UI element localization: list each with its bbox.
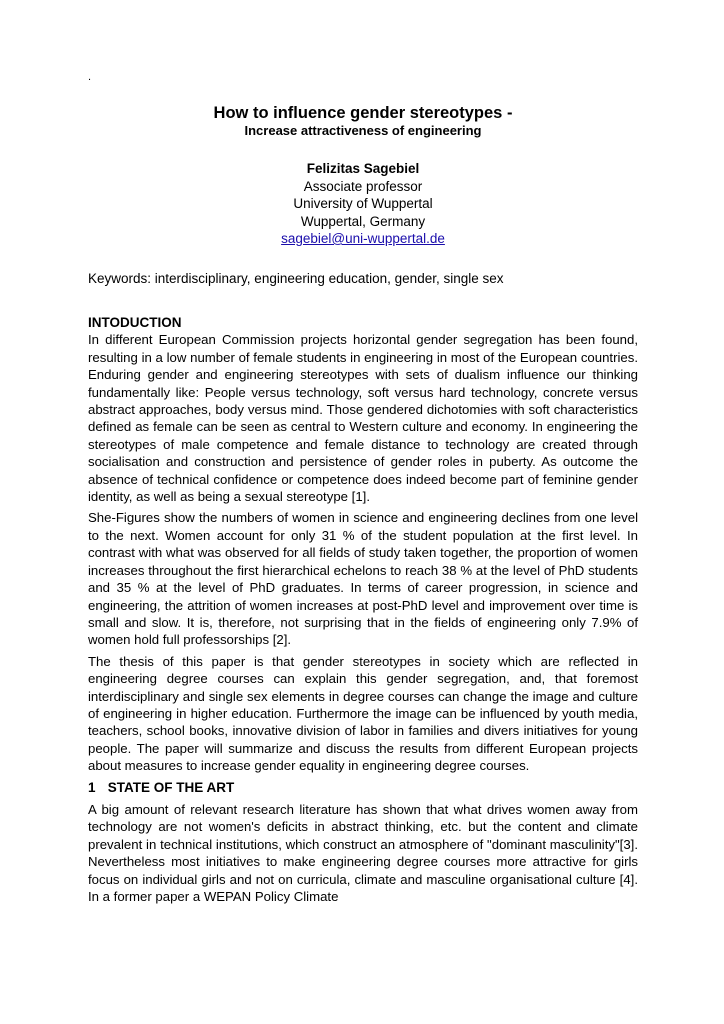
paper-header [88, 104, 638, 248]
author-position: Associate professor [303, 178, 423, 194]
intro-paragraph-2: She-Figures show the numbers of women in science and engineering declines from one level to the next. Women account for only 31 % of the student population at the first level. In contrast with what was observed for all fields of study taken together, the proportion of women increases throughout the first hierarchical echelons to reach 38 % at the level of PhD students and 35 % at the level of PhD graduates. In terms of career progression, in science and engineering, the attrition of women increases at post-PhD level and improvement over time is small and slow. It is, therefore, not surprising that in the fields of engineering only 7.9% of women hold full professorships [2]. [88, 510, 638, 648]
author-name: Felizitas Sagebiel [306, 161, 420, 176]
keywords-line: Keywords: interdisciplinary, engineering education, gender, single sex [88, 271, 504, 286]
author-location: Wuppertal, Germany [300, 213, 426, 229]
intro-paragraph-1: In different European Commission projects horizontal gender segregation has been found, resulting in a low number of female students in engineering in most of the European countries. Enduring gender and engineering stereotypes with sets of dualism influence our thinking fundamentally like: People versus technology, soft versus hard technology, concrete versus abstract approaches, body versus mind. Those gendered dichotomies with soft characteristics defined as female can be seen as central to Western culture and economy. In engineering the stereotypes of male competence and female distance to technology are created through socialisation and construction and persistence of gender roles in puberty. As outcome the absence of technical confidence or competence does indeed become part of feminine gender identity, as well as being a sexual stereotype [1]. [88, 332, 638, 505]
introduction-heading: INTODUCTION [88, 315, 182, 330]
paper-body [88, 314, 638, 909]
author-block [88, 160, 638, 248]
intro-paragraph-3: The thesis of this paper is that gender stereotypes in society which are reflected in engineering degree courses can explain this gender segregation, and, that foremost interdisciplinary and single sex elements in degree courses can change the image and culture of engineering in higher education. Furthermore the image can be influenced by youth media, teachers, school books, innovative division of labor in families and divers initiatives for young people. The paper will summarize and discuss the results from different European projects about measures to increase gender equality in engineering degree courses. [88, 653, 638, 774]
stray-mark: . [88, 71, 92, 83]
paper-subtitle: Increase attractiveness of engineering [244, 123, 482, 138]
section-1-title: STATE OF THE ART [107, 779, 235, 795]
paper-title: How to influence gender stereotypes - [213, 104, 513, 122]
section-1-heading [88, 779, 638, 796]
author-email-link[interactable]: sagebiel@uni-wuppertal.de [281, 231, 445, 246]
section-1-paragraph: A big amount of relevant research literature has shown that what drives women away from technology are not women's deficits in abstract thinking, etc. but the content and climate prevalent in technical institutions, which construct an atmosphere of "dominant masculinity"[3]. Nevertheless most initiatives to make engineering degree courses more attractive for girls focus on individual girls and not on curricula, climate and masculine organisational culture [4]. In a former paper a WEPAN Policy Climate [88, 801, 638, 904]
section-1-number: 1 [88, 779, 96, 795]
author-university: University of Wuppertal [293, 196, 433, 211]
